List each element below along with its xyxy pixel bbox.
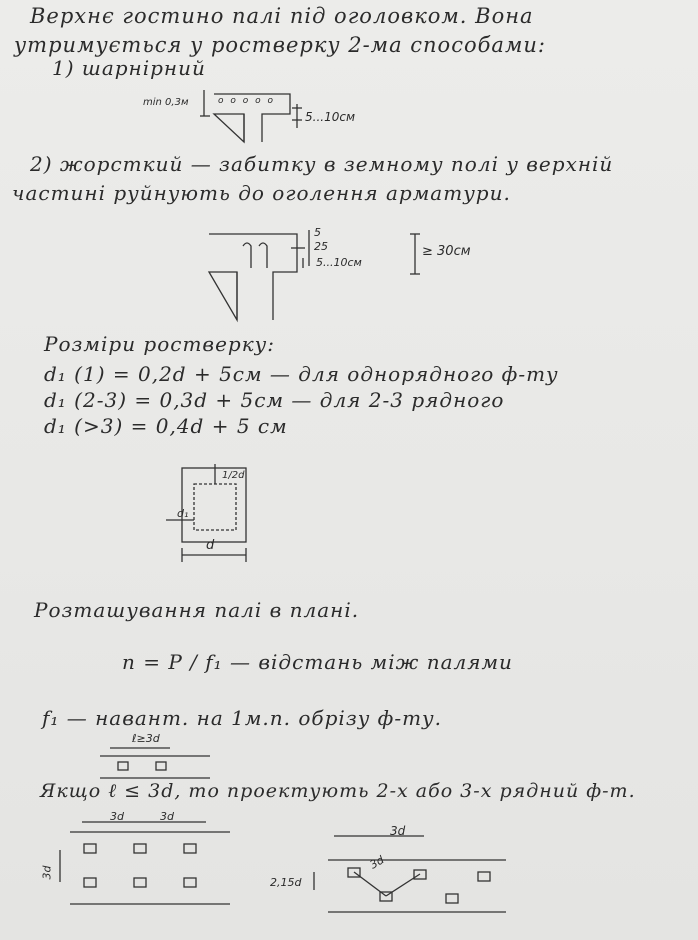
formula-two-three-row: d₁ (2-3) = 0,3d + 5см — для 2-3 рядного (44, 388, 505, 412)
grid-layout-sketch (30, 810, 250, 920)
staggered-row-spacing: 3d (390, 824, 406, 838)
pile-cross-section-sketch (158, 462, 278, 572)
formula-single-row: d₁ (1) = 0,2d + 5см — для однорядного ф-ту (44, 362, 559, 386)
pile-layout-title: Розташування палі в плані. (34, 598, 360, 622)
d-width-label: d (206, 538, 215, 553)
spacing-formula: n = P / f₁ — відстань між палями (122, 650, 513, 674)
method-1-label: 1) шарнірний (52, 56, 206, 80)
hinged-gap-label: 5...10см (305, 110, 355, 124)
half-d-label: 1/2d (222, 470, 245, 481)
method-2-line-2: частині руйнують до оголення арматури. (12, 181, 511, 205)
min-spacing-label: ℓ≥3d (132, 732, 160, 745)
method-2-line-1: 2) жорсткий — забитку в земному полі у верхній (30, 152, 614, 176)
grid-spacing-left: 3d (110, 810, 124, 823)
rigid-dim-5: 5 (314, 226, 321, 239)
rigid-dim-25: 25 (314, 240, 328, 253)
rigid-dim-30: ≥ 30см (422, 244, 471, 259)
formula-more-rows: d₁ (>3) = 0,4d + 5 см (44, 414, 288, 438)
rigid-connection-sketch (205, 228, 505, 328)
pile-bars-dots: o o o o o (218, 96, 275, 106)
heading-line-1: Верхнє гостинo палі під оголовком. Вона (30, 4, 534, 28)
grid-spacing-vertical: 3d (40, 865, 54, 880)
rigid-dim-5-10: 5...10см (316, 256, 362, 269)
staggered-diagonal-spacing: 3d (367, 853, 387, 872)
staggered-depth-label: 2,15d (270, 876, 302, 889)
grillage-dimensions-title: Розміри ростверку: (44, 332, 275, 356)
multi-row-condition: Якщо ℓ ≤ 3d, то проектують 2-х або 3-х рядний ф-т. (40, 780, 636, 802)
heading-line-2: утримується у ростверку 2-ма способами: (14, 33, 546, 57)
hinged-connection-sketch (140, 82, 400, 152)
grid-spacing-right: 3d (160, 810, 174, 823)
min-embed-label: min 0,3м (143, 97, 189, 108)
d1-label: d₁ (177, 507, 189, 520)
load-definition: f₁ — навант. на 1м.п. обрізу ф-ту. (42, 706, 443, 730)
